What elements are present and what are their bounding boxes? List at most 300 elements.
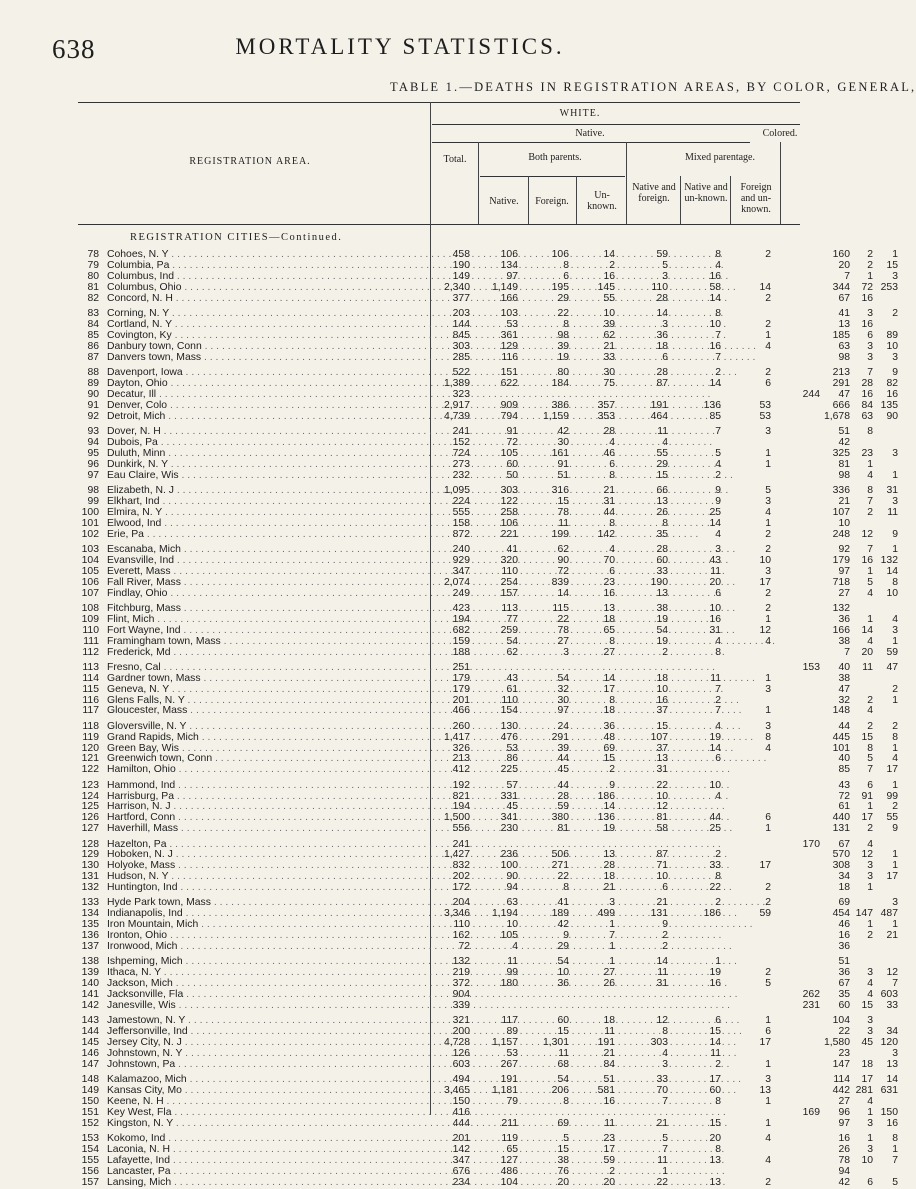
cell-value: 16: [603, 270, 615, 282]
cell-value: 53: [759, 410, 771, 422]
cell-value: 54: [506, 635, 518, 647]
cell-value: 22: [656, 1177, 668, 1189]
row-number: 131: [81, 871, 99, 883]
cell-value: 213: [832, 366, 850, 378]
cell-value: 17: [603, 683, 615, 695]
cell-value: 136: [597, 812, 615, 824]
cell-value: 16: [709, 270, 721, 282]
cell-value: 556: [452, 823, 470, 835]
cell-value: 110: [501, 565, 518, 577]
row-number: 144: [81, 1026, 99, 1038]
area-name: Findlay, Ohio . . .: [107, 587, 427, 600]
row-number: 86: [87, 340, 99, 352]
cell-value: 72: [458, 941, 470, 953]
cell-value: 53: [759, 399, 771, 411]
cell-value: 94: [838, 1166, 850, 1178]
cell-value: 2: [765, 318, 771, 330]
cell-value: 464: [650, 410, 668, 422]
cell-value: 8: [715, 307, 721, 319]
cell-value: 4: [662, 1048, 668, 1060]
cell-value: 14: [759, 281, 771, 293]
area-name: Gloversville, N. Y . . .: [107, 720, 427, 733]
row-number: 100: [81, 506, 99, 518]
row-number: 98: [87, 484, 99, 496]
cell-value: 20: [709, 1133, 721, 1145]
cell-value: 30: [557, 694, 569, 706]
cell-value: 258: [500, 506, 518, 518]
cell-value: 149: [452, 270, 470, 282]
cell-value: 347: [452, 1155, 470, 1167]
cell-value: 3: [765, 1074, 771, 1086]
cell-value: 147: [832, 1059, 850, 1071]
cell-value: 444: [452, 1118, 470, 1130]
cell-value: 189: [551, 908, 569, 920]
cell-value: 24: [557, 720, 569, 732]
cell-value: 17: [861, 812, 873, 824]
header-rule-native: [432, 142, 750, 143]
cell-value: 285: [452, 351, 470, 363]
cell-value: 35: [656, 528, 668, 540]
cell-value: 281: [855, 1085, 873, 1097]
header-rule-both: [480, 176, 625, 177]
cell-value: 103: [500, 307, 518, 319]
cell-value: 30: [603, 366, 615, 378]
cell-value: 97: [557, 705, 569, 717]
cell-value: 361: [500, 329, 518, 341]
cell-value: 169: [802, 1107, 820, 1119]
cell-value: 16: [886, 1118, 898, 1130]
cell-value: 476: [500, 731, 518, 743]
cell-value: 147: [855, 908, 873, 920]
cell-value: 15: [557, 495, 569, 507]
cell-value: 14: [709, 742, 721, 754]
cell-value: 81: [838, 458, 850, 470]
table-caption: TABLE 1.—DEATHS IN REGISTRATION AREAS, BY COLOR, GENERAL,: [390, 80, 916, 94]
cell-value: 31: [603, 495, 615, 507]
cell-value: 213: [452, 753, 470, 765]
cell-value: 11: [657, 425, 668, 437]
cell-value: 1,157: [491, 1037, 518, 1049]
row-number: 115: [82, 683, 99, 695]
cell-value: 4,739: [443, 410, 470, 422]
cell-value: 253: [880, 281, 898, 293]
cell-value: 31: [656, 764, 668, 776]
cell-value: 10: [886, 587, 898, 599]
row-number: 103: [81, 543, 99, 555]
row-number: 117: [82, 705, 99, 717]
cell-value: 15: [656, 469, 668, 481]
cell-value: 1,678: [823, 410, 850, 422]
cell-value: 2: [867, 259, 873, 271]
cell-value: 1: [892, 779, 898, 791]
cell-value: 11: [657, 967, 668, 979]
area-name: Fresno, Cal . . .: [107, 661, 427, 674]
area-name: Jeffersonville, Ind . . .: [107, 1025, 427, 1038]
cell-value: 12: [886, 967, 898, 979]
cell-value: 1,389: [443, 377, 470, 389]
cell-value: 152: [452, 436, 470, 448]
cell-value: 21: [603, 882, 615, 894]
cell-value: 248: [832, 528, 850, 540]
cell-value: 75: [603, 377, 615, 389]
cell-value: 416: [452, 1107, 470, 1119]
cell-value: 7: [609, 930, 615, 942]
cell-value: 117: [501, 1015, 518, 1027]
cell-value: 1: [867, 919, 873, 931]
cell-value: 36: [603, 720, 615, 732]
cell-value: 32: [838, 694, 850, 706]
cell-value: 8: [609, 517, 615, 529]
cell-value: 273: [452, 458, 470, 470]
cell-value: 40: [838, 661, 850, 673]
cell-value: 21: [603, 484, 615, 496]
cell-value: 28: [603, 860, 615, 872]
cell-value: 78: [557, 624, 569, 636]
table-row: [0, 528, 898, 541]
cell-value: 10: [656, 683, 668, 695]
cell-value: 4: [662, 436, 668, 448]
cell-value: 12: [861, 849, 873, 861]
cell-value: 2: [892, 801, 898, 813]
row-number: 141: [81, 989, 99, 1001]
cell-value: 267: [500, 1059, 518, 1071]
cell-value: 20: [838, 259, 850, 271]
cell-value: 1: [867, 801, 873, 813]
cell-value: 1: [765, 823, 771, 835]
cell-value: 38: [838, 672, 850, 684]
cell-value: 37: [656, 742, 668, 754]
cell-value: 5: [715, 447, 721, 459]
row-number: 106: [81, 576, 99, 588]
cell-value: 29: [557, 292, 569, 304]
cell-value: 291: [551, 731, 569, 743]
cell-value: 8: [867, 484, 873, 496]
table-row: [0, 292, 873, 305]
cell-value: 54: [656, 624, 668, 636]
cell-value: 259: [500, 624, 518, 636]
row-number: 151: [81, 1107, 99, 1119]
cell-value: 724: [452, 447, 470, 459]
cell-value: 26: [656, 506, 668, 518]
cell-value: 42: [557, 919, 569, 931]
cell-value: 106: [500, 249, 518, 260]
row-number: 146: [81, 1048, 99, 1060]
cell-value: 76: [557, 1166, 569, 1178]
cell-value: 522: [452, 366, 470, 378]
header-area: REGISTRATION AREA.: [189, 156, 311, 167]
cell-value: 631: [880, 1085, 898, 1097]
cell-value: 154: [500, 705, 518, 717]
area-name: Gardner town, Mass . . .: [107, 672, 427, 685]
area-name: Laconia, N. H . . .: [107, 1143, 427, 1156]
cell-value: 85: [838, 764, 850, 776]
cell-value: 353: [597, 410, 615, 422]
cell-value: 1: [765, 447, 771, 459]
cell-value: 2: [715, 1059, 721, 1071]
cell-value: 44: [838, 720, 850, 732]
cell-value: 21: [656, 897, 668, 909]
col-divider: [626, 142, 627, 224]
cell-value: 1: [867, 565, 873, 577]
table-row: [0, 704, 873, 717]
row-number: 110: [82, 624, 99, 636]
cell-value: 4: [715, 528, 721, 540]
cell-value: 136: [703, 399, 721, 411]
row-number: 150: [81, 1096, 99, 1108]
table-row: [0, 646, 898, 659]
cell-value: 101: [832, 742, 850, 754]
row-number: 120: [81, 742, 99, 754]
cell-value: 221: [500, 528, 518, 540]
cell-value: 872: [452, 528, 470, 540]
cell-value: 7: [867, 543, 873, 555]
cell-value: 380: [551, 812, 569, 824]
cell-value: 104: [832, 1015, 850, 1027]
header-total: Total.: [443, 154, 467, 165]
cell-value: 28: [656, 366, 668, 378]
row-number: 140: [81, 978, 99, 990]
cell-value: 16: [838, 930, 850, 942]
cell-value: 3: [892, 1048, 898, 1060]
cell-value: 1,500: [443, 812, 470, 824]
cell-value: 59: [759, 908, 771, 920]
cell-value: 458: [452, 249, 470, 260]
cell-value: 27: [603, 646, 615, 658]
cell-value: 19: [656, 613, 668, 625]
cell-value: 9: [892, 823, 898, 835]
cell-value: 6: [662, 882, 668, 894]
cell-value: 57: [506, 779, 518, 791]
row-number: 90: [87, 388, 99, 400]
cell-value: 65: [603, 624, 615, 636]
cell-value: 4: [609, 436, 615, 448]
cell-value: 100: [500, 860, 518, 872]
area-name: Greenwich town, Conn . . .: [107, 752, 427, 765]
area-name: Haverhill, Mass . . .: [107, 822, 427, 835]
cell-value: 9: [892, 528, 898, 540]
cell-value: 1,580: [823, 1037, 850, 1049]
cell-value: 244: [802, 388, 820, 400]
header-rule-bottom: [78, 224, 800, 225]
cell-value: 35: [838, 989, 850, 1001]
cell-value: 15: [886, 259, 898, 271]
cell-value: 8: [867, 425, 873, 437]
cell-value: 184: [551, 377, 569, 389]
cell-value: 58: [709, 281, 721, 293]
cell-value: 28: [656, 543, 668, 555]
cell-value: 372: [452, 978, 470, 990]
cell-value: 230: [500, 823, 518, 835]
cell-value: 1: [867, 1107, 873, 1119]
cell-value: 190: [650, 576, 668, 588]
cell-value: 7: [715, 425, 721, 437]
cell-value: 62: [506, 646, 518, 658]
cell-value: 14: [603, 801, 615, 813]
row-number: 136: [81, 930, 99, 942]
area-name: Hazelton, Pa . . .: [107, 838, 427, 851]
cell-value: 4: [867, 838, 873, 850]
cell-value: 16: [709, 978, 721, 990]
cell-value: 51: [557, 469, 569, 481]
cell-value: 17: [886, 764, 898, 776]
cell-value: 4: [715, 790, 721, 802]
cell-value: 22: [709, 882, 721, 894]
cell-value: 91: [557, 458, 569, 470]
cell-value: 4: [512, 941, 518, 953]
cell-value: 11: [558, 1048, 569, 1060]
cell-value: 70: [656, 1085, 668, 1097]
cell-value: 499: [597, 908, 615, 920]
cell-value: 4: [715, 458, 721, 470]
cell-value: 12: [656, 1015, 668, 1027]
cell-value: 26: [603, 978, 615, 990]
cell-value: 192: [452, 779, 470, 791]
area-name: Elizabeth, N. J . . .: [107, 484, 427, 497]
cell-value: 5: [662, 259, 668, 271]
row-number: 114: [82, 672, 99, 684]
cell-value: 72: [838, 790, 850, 802]
cell-value: 904: [452, 989, 470, 1001]
cell-value: 42: [557, 425, 569, 437]
cell-value: 4: [867, 705, 873, 717]
cell-value: 19: [603, 823, 615, 835]
cell-value: 9: [563, 930, 569, 942]
cell-value: 43: [506, 672, 518, 684]
cell-value: 10: [709, 318, 721, 330]
cell-value: 2: [662, 941, 668, 953]
cell-value: 3: [609, 897, 615, 909]
cell-value: 7: [715, 705, 721, 717]
cell-value: 34: [838, 871, 850, 883]
row-number: 130: [81, 860, 99, 872]
cell-value: 3: [765, 683, 771, 695]
cell-value: 21: [656, 1118, 668, 1130]
cell-value: 46: [603, 447, 615, 459]
cell-value: 1: [867, 458, 873, 470]
row-number: 111: [83, 635, 99, 647]
row-number: 152: [81, 1118, 99, 1130]
cell-value: 5: [867, 753, 873, 765]
cell-value: 54: [557, 956, 569, 968]
area-name: Escanaba, Mich . . .: [107, 543, 427, 556]
col-divider: [730, 176, 731, 224]
cell-value: 80: [557, 366, 569, 378]
cell-value: 1: [609, 919, 615, 931]
cell-value: 180: [500, 978, 518, 990]
cell-value: 62: [603, 329, 615, 341]
row-number: 85: [87, 329, 99, 341]
cell-value: 13: [656, 753, 668, 765]
cell-value: 99: [506, 967, 518, 979]
cell-value: 845: [452, 329, 470, 341]
cell-value: 15: [603, 753, 615, 765]
cell-value: 225: [500, 764, 518, 776]
cell-value: 231: [802, 1000, 820, 1012]
cell-value: 27: [603, 967, 615, 979]
cell-value: 3: [765, 495, 771, 507]
cell-value: 132: [880, 554, 898, 566]
cell-value: 9: [715, 484, 721, 496]
cell-value: 191: [500, 1074, 518, 1086]
cell-value: 4: [867, 989, 873, 1001]
cell-value: 486: [500, 1166, 518, 1178]
cell-value: 303: [650, 1037, 668, 1049]
cell-value: 1: [867, 270, 873, 282]
cell-value: 21: [838, 495, 850, 507]
cell-value: 487: [880, 908, 898, 920]
cell-value: 18: [656, 672, 668, 684]
cell-value: 84: [603, 1059, 615, 1071]
cell-value: 199: [551, 528, 569, 540]
cell-value: 144: [452, 318, 470, 330]
cell-value: 6: [765, 1026, 771, 1038]
cell-value: 151: [500, 366, 518, 378]
cell-value: 718: [832, 576, 850, 588]
cell-value: 36: [838, 613, 850, 625]
cell-value: 377: [452, 292, 470, 304]
cell-value: 466: [452, 705, 470, 717]
cell-value: 254: [500, 576, 518, 588]
cell-value: 127: [500, 1155, 518, 1167]
cell-value: 3: [867, 307, 873, 319]
cell-value: 16: [838, 1133, 850, 1145]
cell-value: 129: [500, 340, 518, 352]
area-name: Dover, N. H . . .: [107, 425, 427, 438]
cell-value: 116: [501, 351, 518, 363]
cell-value: 19: [709, 967, 721, 979]
cell-value: 67: [838, 838, 850, 850]
cell-value: 33: [656, 1074, 668, 1086]
cell-value: 4,728: [443, 1037, 470, 1049]
cell-value: 27: [557, 635, 569, 647]
cell-value: 412: [452, 764, 470, 776]
cell-value: 344: [832, 281, 850, 293]
cell-value: 21: [603, 1048, 615, 1060]
cell-value: 4: [892, 613, 898, 625]
area-name: Elmira, N. Y . . .: [107, 506, 427, 519]
cell-value: 3: [867, 1026, 873, 1038]
cell-value: 2: [867, 249, 873, 260]
cell-value: 179: [452, 683, 470, 695]
cell-value: 251: [452, 661, 470, 673]
row-number: 128: [81, 838, 99, 850]
cell-value: 1: [715, 956, 721, 968]
cell-value: 23: [603, 1133, 615, 1145]
cell-value: 10: [557, 967, 569, 979]
cell-value: 1: [609, 956, 615, 968]
cell-value: 27: [838, 1096, 850, 1108]
cell-value: 14: [886, 565, 898, 577]
cell-value: 15: [557, 1144, 569, 1156]
area-name: Johnstown, N. Y . . .: [107, 1047, 427, 1060]
cell-value: 203: [452, 307, 470, 319]
row-number: 132: [81, 882, 99, 894]
cell-value: 54: [557, 672, 569, 684]
cell-value: 241: [452, 838, 470, 850]
cell-value: 3: [867, 1015, 873, 1027]
area-name: Hartford, Conn . . .: [107, 811, 427, 824]
cell-value: 224: [452, 495, 470, 507]
cell-value: 22: [656, 779, 668, 791]
cell-value: 55: [603, 292, 615, 304]
cell-value: 3: [867, 967, 873, 979]
row-number: 105: [81, 565, 99, 577]
cell-value: 59: [557, 801, 569, 813]
cell-value: 3: [892, 624, 898, 636]
cell-value: 22: [557, 307, 569, 319]
cell-value: 19: [557, 351, 569, 363]
cell-value: 8: [609, 635, 615, 647]
